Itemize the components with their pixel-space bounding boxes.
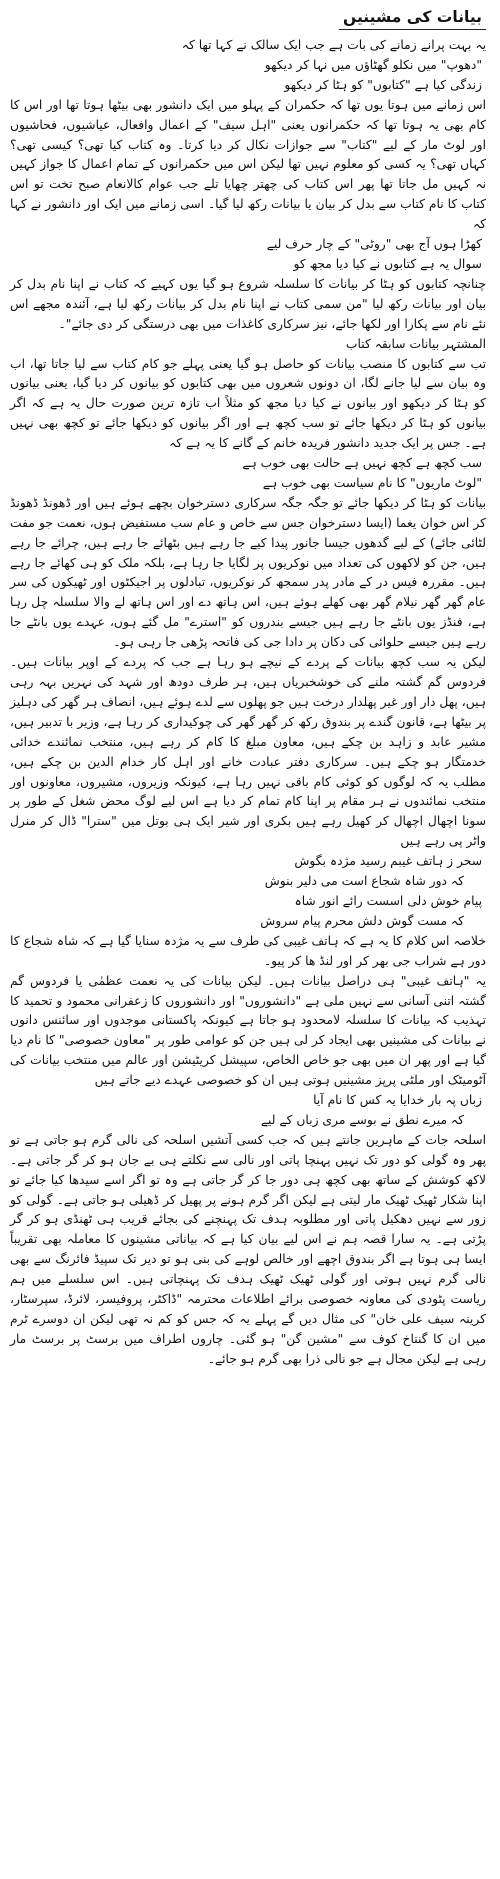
verse-line: سوال یہ ہے کتابوں نے کیا دیا مجھ کو <box>293 256 482 271</box>
verse-line: کھڑا ہوں آج بھی "روٹی" کے چار حرف لیے <box>266 237 482 252</box>
verse-line <box>10 1111 486 1131</box>
verse-line: زباں پہ بار خدایا یہ کس کا نام آیا <box>313 1093 482 1108</box>
verse-line: "لوٹ ماریوں" کا نام سیاست بھی خوب ہے <box>262 475 482 490</box>
verse-text: کہ مست گوش دلش محرم پیام سروش <box>260 913 464 928</box>
verse-line <box>10 872 486 892</box>
paragraph: تب سے کتابوں کا منصب بیانات کو حاصل ہو گیا یعنی پہلے جو کام کتاب سے لیا جاتا تھا، اب وہ بیان سے لیا جانے لگا، ان دونوں شعروں میں بھی کتابوں کو بیانوں کر دیا گیا، یعنی بیانوں کو ہٹا کر دیکھو اور بیانوں نے کیا دیا مجھ کو مثلاً اب تازہ ترین صورت حال یہ ہے کہ اگر بیانوں کو ہٹا کر دیکھا جائے تو سب کچھ ہے اور اگر بیانوں کو دیکھا جائے تو کچھ بھی نہیں ہے۔ جس پر ایک جدید دانشور فریدہ خانم کے گانے کا یہ ہے کہ <box>10 356 486 451</box>
verse-line: "دھوپ" میں نکلو گھٹاؤں میں نہا کر دیکھو <box>264 57 482 72</box>
title-wrap <box>10 6 486 32</box>
verse-line: پیام خوش دلی اسست رائے انور شاہ <box>294 893 482 908</box>
verse-line <box>10 912 486 932</box>
paragraph: بیانات کو ہٹا کر دیکھا جائے تو جگہ جگہ سرکاری دسترخوان بچھے ہوئے ہیں اور ڈھونڈ ڈھونڈ کر اس خوان یغما (ایسا دسترخوان جس سے خاص و عام سب مستفیض ہوں، نعمت جو مفت لٹائی جائے) کے لیے گدھوں جیسا جانور پیدا کیے جا رہے ہیں بٹھائے جا رہے ہیں، چرائے جا رہے ہیں، جن کو لاکھوں کی تعداد میں نوکریوں پر لگایا جا رہا ہے، بلکہ ملک کو ہی کھائے جا رہے ہیں۔ مقررہ فیس در کے مادر پدر سمجھ کر نوکریوں، تبادلوں پر اجیکٹوں اور ٹھیکوں کی سر عام گھر گھر نیلام گھر بھی کھلے ہوئے ہیں، اس ہاتھ دے اور اس ہاتھ لے والا سلسلہ چل رہا ہے، فنڈز یوں بانٹے جا رہے ہیں جیسے بندروں کو "استرے" مل گئے ہوں، عہدے یوں بانٹے جا رہے ہیں جیسے حلوائی کی دکان پر دادا جی کی فاتحہ پڑھی جا رہی ہو۔ <box>10 495 486 650</box>
article-title: بیانات کی مشینیں <box>339 6 486 30</box>
signature-line: المشتہر بیانات سابقہ کتاب <box>345 336 486 351</box>
paragraph: اسلحہ جات کے ماہرین جانتے ہیں کہ جب کسی آتشیں اسلحہ کی نالی گرم ہو جاتی ہے تو پھر وہ گولی کو دور تک نہیں پہنچا پاتی اور نالی سے نکلتے ہی بے جان ہو کر گر جاتی ہے۔ لاکھ کوشش کے ساتھ بھی کچھ ہی دور جا کر گر جاتی ہے وہ تو اگر اسے سیدھا کیا جائے تو اپنا شکار ٹھیک ٹھیک مار لیتی ہے لیکن اگر گرم ہونے پر پھیل کر ڈھیلی ہو جاتی ہے۔ گولی کو زور سے نہیں دھکیل پاتی اور مطلوبہ ہدف تک پہنچنے کی بجائے قریب ہی ٹھنڈی ہو کر گر پڑتی ہے۔ یہ سارا قصہ ہم نے اس لیے بیان کیا ہے کہ بیاناتی مشینوں کا معاملہ بھی تقریباً ایسا ہی ہوتا ہے اگر بندوق اچھے اور خالص لوہے کی بنی ہو تو دیر تک سپیڈ فائرنگ سے بھی نالی گرم نہیں ہوتی اور گولی ٹھیک ٹھیک ہدف تک پہنچاتی ہیں۔ اس سلسلے میں ہم ریاست پٹودی کی معاونہ خصوصی برائے اطلاعات محترمہ "ڈاکٹر، پروفیسر، لائرڈ، سپرسٹار، کرینہ سیف علی خان" کی مثال دیں گے پہلے یہ کہ جس کو کم نہ تھی لیکن ان دوسرے ٹرم میں ان کا گنتاخ کوف سے "مشین گن" ہو گئی۔ چاروں اطراف میں برسٹ پر برسٹ مار رہی ہے لیکن مجال ہے جو نالی ذرا بھی گرم ہو جائے۔ <box>10 1132 486 1366</box>
paragraph: چنانچہ کتابوں کو ہٹا کر بیانات کا سلسلہ شروع ہو گیا یوں کہیے کہ کتاب نے اپنا نام بدل کر بیان اور بیانات رکھ لیا "من سمی کتاب نے اپنا نام بدل کر بیانات رکھ لیا ہے، آئندہ مجھے اس نئے نام سے پکارا اور لکھا جائے، نیز سرکاری کاغذات میں بھی درستگی کر دی جائے"۔ <box>10 276 486 331</box>
verse-text: کہ میرے نطق نے بوسے مری زباں کے لیے <box>260 1112 464 1127</box>
verse-line: زندگی کیا ہے "کتابوں" کو ہٹا کر دیکھو <box>284 77 482 92</box>
paragraph: خلاصہ اس کلام کا یہ ہے کہ ہاتف غیبی کی طرف سے یہ مژدہ سنایا گیا ہے کہ شاہ شجاع کا دور ہے شراب جی بھر کر اور لنڈ ھا کر پیو۔ <box>10 933 486 968</box>
paragraph: اس زمانے میں ہوتا یوں تھا کہ حکمران کے پہلو میں ایک دانشور بھی بیٹھا ہوتا تھا اور اس کا کام بھی یہ ہوتا تھا کہ حکمرانوں یعنی "اہل سیف" کے اعمال وافعال، عیاشیوں، فحاشیوں اور لوٹ مار کے لیے "کتاب" سے جوازات نکال کر دیا کرتا۔ وہ کتاب کیا تھی؟ کیسی تھی؟ کہاں تھی؟ یہ کسی کو معلوم نہیں تھا لیکن اس میں حکمرانوں کے تمام اعمال کا جواز کہیں نہ کہیں مل جاتا تھا پھر اس کتاب کی چھتر چھایا تلے جب عوام کالانعام صبح تخت تو اس کتاب کا نام کتاب سے بدل کر بیان یا بیانات رکھ لیا گیا۔ اسی زمانے میں ایک اور دانشور نے کہا کہ <box>10 97 486 232</box>
verse-text: کہ دور شاہ شجاع است می دلیر بنوش <box>264 874 464 889</box>
paragraph: یہ "ہاتف غیبی" ہی دراصل بیانات ہیں۔ لیکن بیانات کی یہ نعمت عظمٰی یا فردوس گم گشتہ اتنی آسانی سے نہیں ملی ہے "دانشوروں" اور دانشوروں کا زعفرانی محمود و تحمید کا تہذیب کہ بیانات کا سلسلہ لامحدود ہو جاتا ہے کیونکہ پاکستانی موجدوں اور سائنس دانوں نے بیانات کی مشینیں بھی ایجاد کر لی ہیں جن کو عوامی طور پر "معاون خصوصی" کا نام دیا گیا ہے اور پھر ان میں بھی جو خاص الخاص، سپیشل کریٹیشن اور عالم میں منتخب بیانات کی آٹومیٹک اور ملٹی پرپز مشینیں ہوتی ہیں ان کو خصوصی عہدے دیے جاتے ہیں <box>10 973 486 1088</box>
verse-line: سحر ز ہاتف غیبم رسید مژدہ بگوش <box>294 854 482 869</box>
paragraph: لیکن یہ سب کچھ بیانات کے پردے کے نیچے ہو رہا ہے جب کہ پردے کے اوپر بیانات ہیں۔ فردوس گم گشتہ ملنے کی خوشخبریاں ہیں، ہر طرف دودھ اور شہد کی نہریں بہہ رہی ہیں، پھل دار اور غیر پھلدار درخت ہیں جو پھلوں سے لدے ہوئے ہیں، انصاف ہر گھر کی دہلیز پر بیٹھا ہے، قانون گندے پر بندوق رکھ کر گھر گھر کی چوکیداری کر رہا ہے، وزیر با تدبیر ہیں، مشیر عابد و زاہد بن چکے ہیں، معاون مبلغ کا کام کر رہے ہیں، منتخب نمائندے خدائی خدمتگار ہو چکے ہیں۔ سرکاری دفتر عبادت خانے اور اہل کار خدام الدین بن چکے ہیں، مطلب یہ کہ لوگوں کو کوئی کام باقی نہیں رہا ہے، کیونکہ وزیروں، مشیروں، معاونوں اور منتخب نمائندوں نے ہر مقام پر اپنا کام تمام کر دیا ہے اس لیے لوگ محض شغل کے طور پر سونا اچھال اچھال کر کھیل رہے ہیں بکری اور شیر ایک ہی بوتل میں "سترا" ڈال کر منرل واٹر پی رہے ہیں <box>10 655 486 849</box>
verse-line: سب کچھ ہے کچھ نہیں ہے حالت بھی خوب ہے <box>242 456 482 471</box>
paragraph: یہ بہت پرانے زمانے کی بات ہے جب ایک سالک نے کہا تھا کہ <box>181 38 486 52</box>
